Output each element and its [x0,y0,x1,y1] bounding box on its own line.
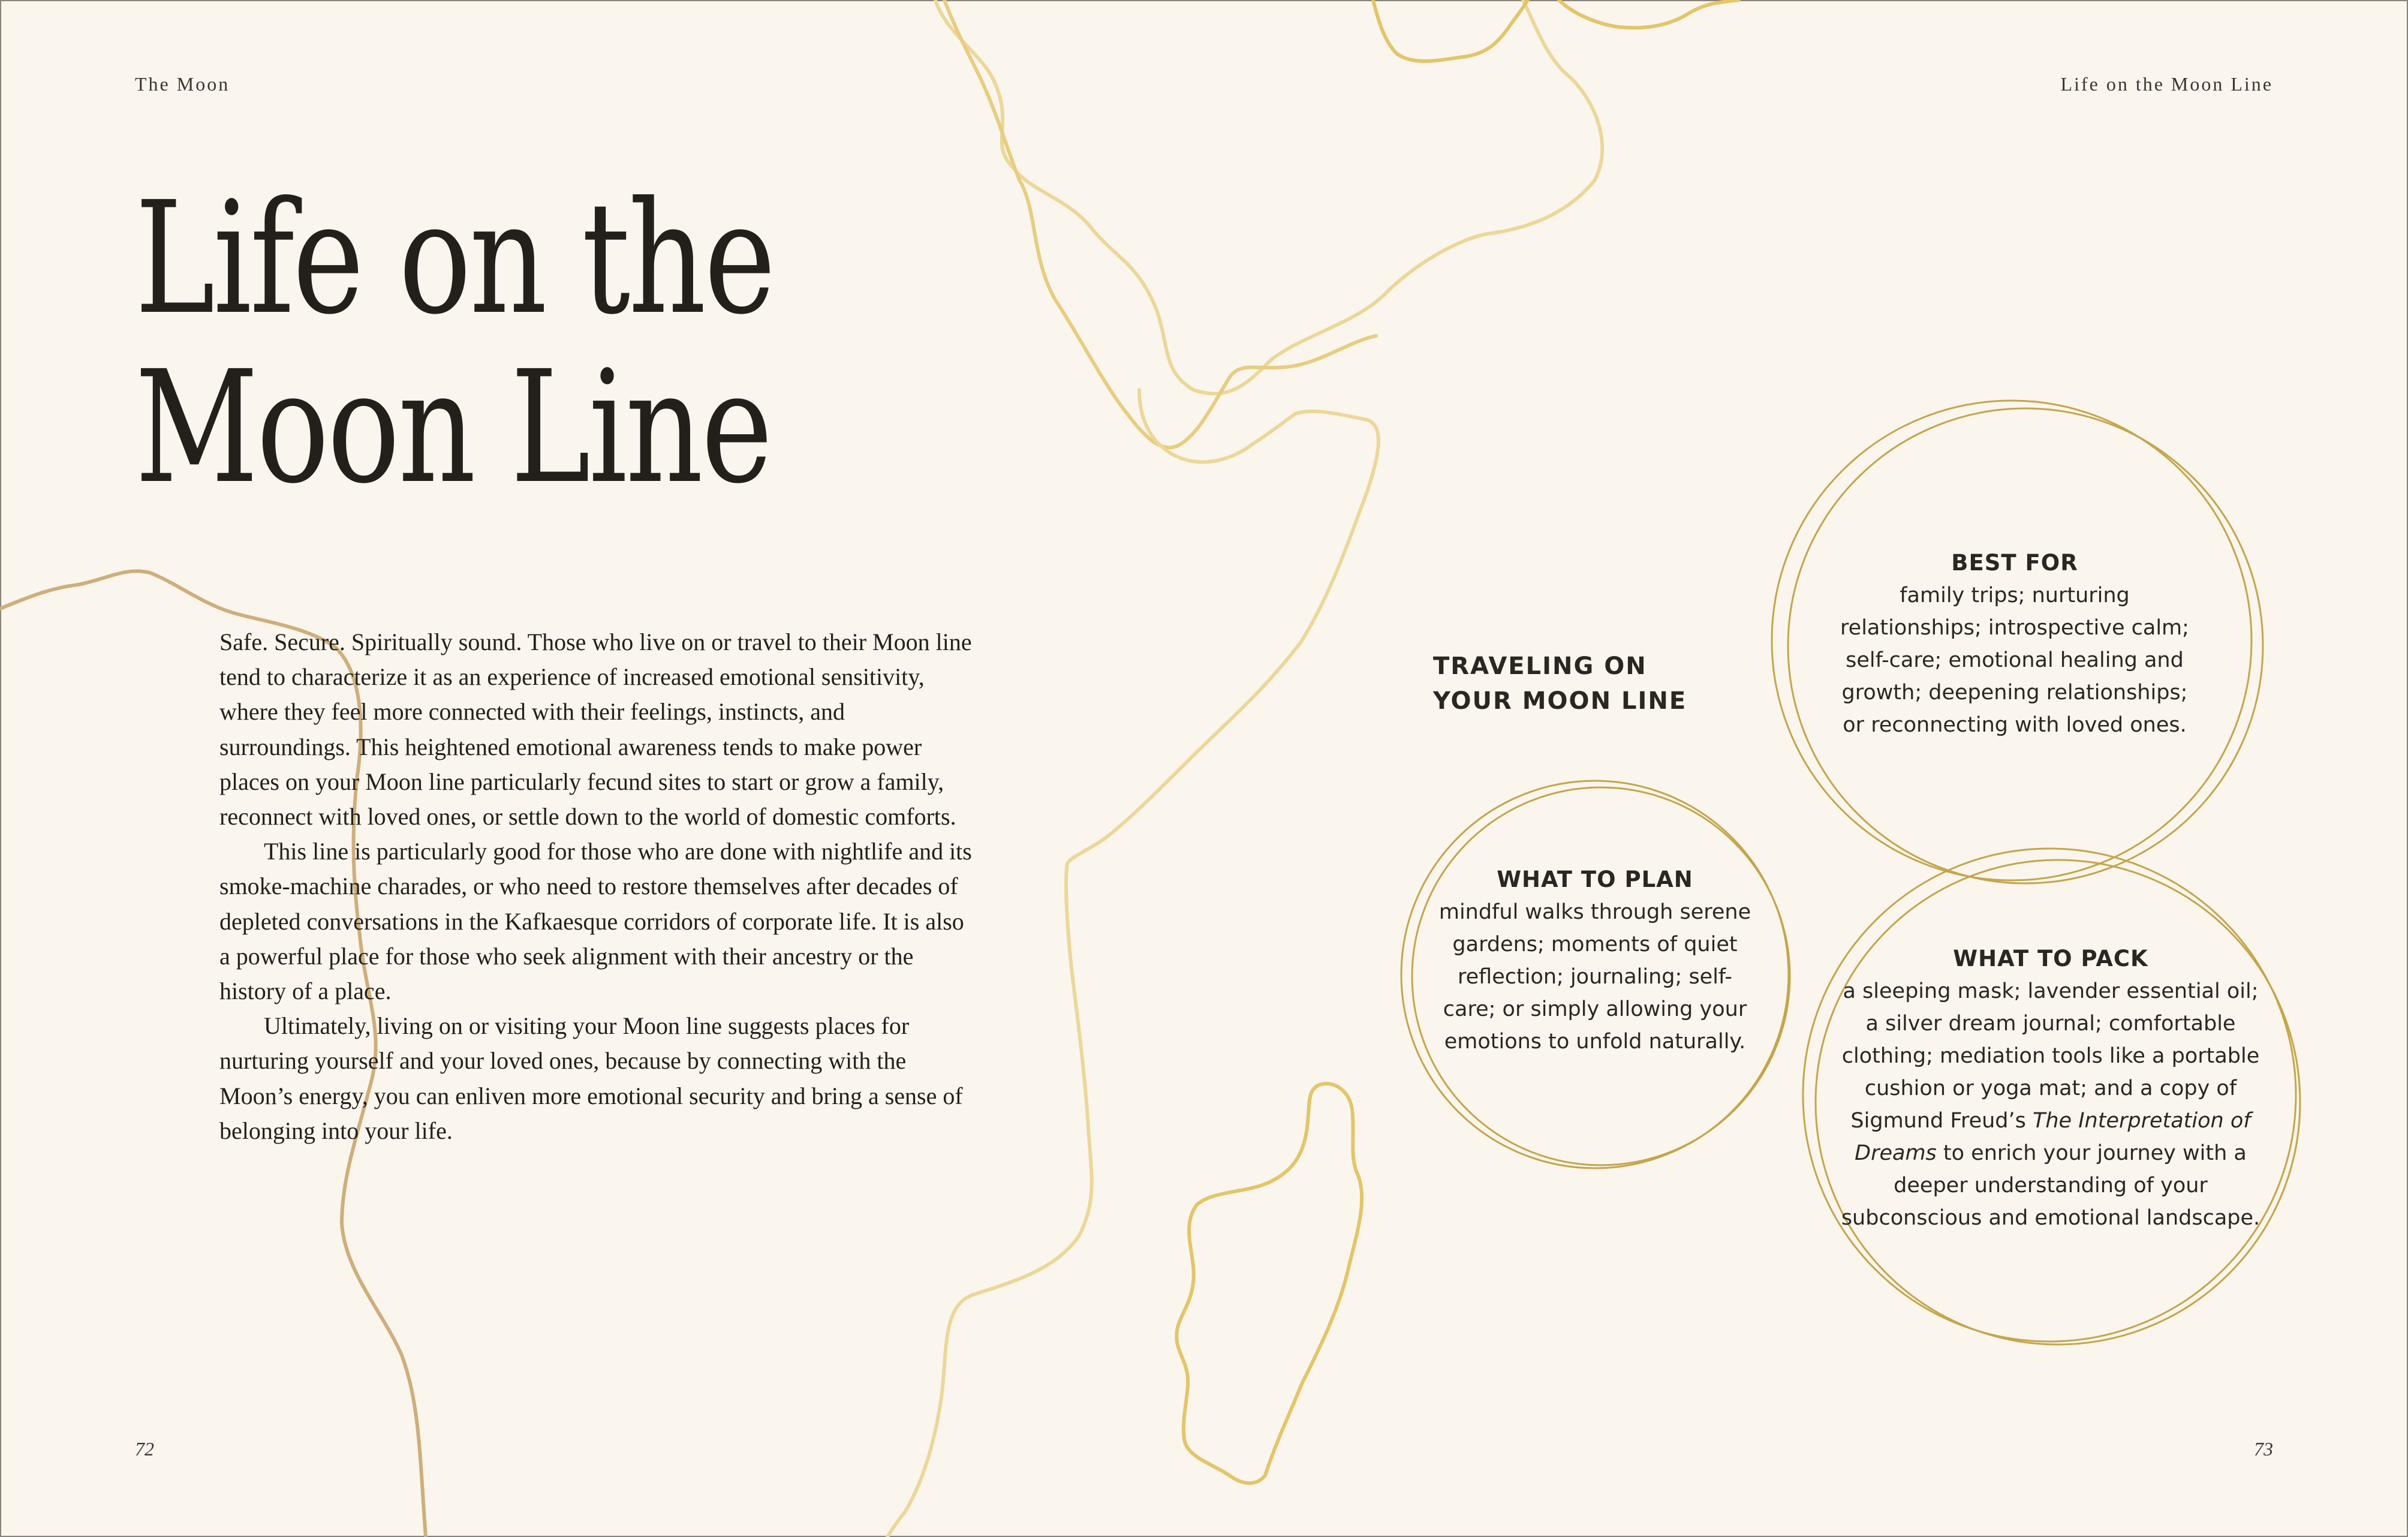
horn-coastline [944,0,1376,447]
sidebar-heading [1433,649,1745,718]
body-paragraph: Ultimately, living on or visiting your Moon line suggests places for nurturing yourself and your loved ones, because by connecting with the Moon’s energy, you can enliven more emotional security and bring a sense of belonging into your life. [219,1012,963,1144]
sidebar-heading-line-2: YOUR MOON LINE [1433,687,1687,715]
what-to-pack-text-before: a sleeping mask; lavender essential oil; a silver dream journal; comfortable clothing; mediation tools like a portable cushion or yoga mat; and a copy of Sigmund Freud’s [1841,979,2260,1133]
running-head-right: Life on the Moon Line [2060,73,2273,95]
what-to-plan-block [1433,864,1757,1058]
body-paragraph: This line is particularly good for those who are done with nightlife and its smoke-machine charades, or who need to restore themselves after decades of depleted conversations in the Kafkaesque corridors of corporate life. It is also a powerful place for those who seek alignment with their ancestry or the history of a place. [219,838,972,1005]
book-title: The Interpretation of Dreams [1855,1109,2251,1165]
page-title [135,169,790,518]
what-to-pack-block [1835,943,2266,1234]
page-number-left: 72 [135,1438,154,1460]
body-text [219,625,975,1148]
island-outline [1176,1084,1362,1483]
peninsula-outline [1373,0,1739,61]
what-to-pack-text [1835,975,2266,1234]
page-number-right: 73 [2254,1438,2273,1460]
running-head-left: The Moon [135,73,230,95]
title-line-2: Moon Line [135,338,771,518]
what-to-pack-text-after: to enrich your journey with a deeper understanding of your subconscious and emotional landscape. [1841,1141,2260,1230]
best-for-text: family trips; nurturing relationships; introspective calm; self-care; emotional healing and growth; deepening relationships; or reconnecting with loved ones. [1840,583,2189,737]
what-to-plan-title: WHAT TO PLAN [1497,867,1693,892]
what-to-plan-text: mindful walks through serene gardens; moments of quiet reflection; journaling; self-care; or simply allowing your emotions to unfold naturally. [1438,900,1751,1054]
best-for-title: BEST FOR [1951,550,2078,576]
title-line-1: Life on the [135,169,774,348]
east-coastline [935,0,1602,393]
sidebar-heading-line-1: TRAVELING ON [1433,652,1647,680]
what-to-pack-title: WHAT TO PACK [1953,946,2148,971]
body-paragraph: Safe. Secure. Spiritually sound. Those who live on or travel to their Moon line tend to characterize it as an experience of increased emotional sensitivity, where they feel more connected with their feelings, instincts, and surroundings. This heightened emotional awareness tends to make power places on your Moon line particularly fecund sites to start or grow a family, reconnect with loved ones, or settle down to the world of domestic comforts. [219,628,972,831]
best-for-block [1835,547,2195,741]
